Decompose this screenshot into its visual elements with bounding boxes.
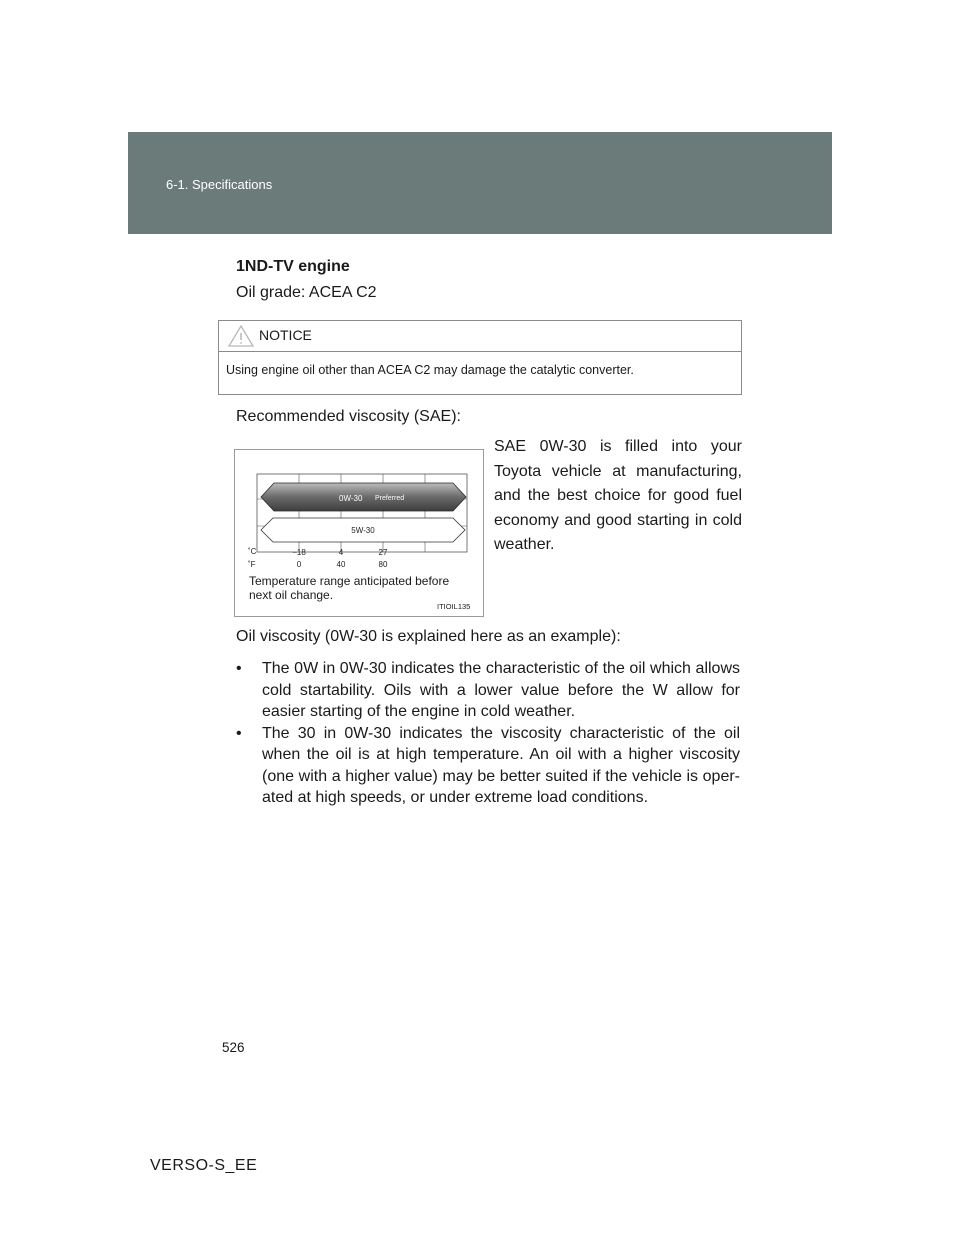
figure-caption-line-1: Temperature range anticipated before [249,574,450,588]
oil-grade: Oil grade: ACEA C2 [236,284,377,301]
fahrenheit-unit: ˚F [248,560,256,569]
celsius-unit: ˚C [248,547,257,556]
sae-description: SAE 0W-30 is filled into your Toyota vehicle at manufacturing, and the best choice for good fuel economy and good starting in cold weather. [494,438,742,553]
fahrenheit-tick: 40 [336,560,346,569]
bullet-list [236,658,740,809]
notice-text: Using engine oil other than ACEA C2 may damage the catalytic converter. [226,363,634,377]
footer-code: VERSO-S_EE [150,1157,258,1174]
viscosity-figure [234,449,484,617]
fahrenheit-tick: 0 [296,560,302,569]
preferred-tag-label: Preferred [375,495,405,502]
bullet-text: The 30 in 0W-30 indicates the viscosity characteristic of the oil when the oil is at high temperature. An oil with a higher viscosity (one with a higher value) may be better suited if the vehicle is oper-ated at high speeds, or under extreme load conditions. [262,724,740,806]
figure-caption-line-2: next oil change. [249,588,334,602]
preferred-grade-label: 0W-30 [339,494,363,503]
alternative-grade-label: 5W-30 [351,526,375,535]
celsius-tick: 4 [338,548,344,557]
celsius-tick: 27 [378,548,388,557]
figure-code: ITIOIL135 [437,602,471,611]
viscosity-explanation-intro: Oil viscosity (0W-30 is explained here as an example): [236,628,621,645]
bullet-mark: • [236,660,242,677]
header-band [128,132,832,234]
notice-header [219,321,741,352]
engine-subhead: 1ND-TV engine [236,258,350,275]
bullet-mark: • [236,724,242,742]
section-title: 6-1. Specifications [166,177,273,192]
list-item [236,723,740,809]
recommended-viscosity-label: Recommended viscosity (SAE): [236,408,461,425]
notice-box [218,320,742,395]
warning-triangle-icon [227,324,255,348]
list-item [236,658,740,723]
figure-caption [249,574,481,602]
notice-title: NOTICE [259,327,312,343]
page-number: 526 [222,1040,245,1055]
fahrenheit-tick: 80 [378,560,388,569]
bullet-text: The 0W in 0W-30 indicates the characteristic of the oil which allows cold startability. Oils with a lower value before the W allow for easier starting of the engine in cold weather. [262,660,740,720]
preferred-arrow [261,483,466,511]
celsius-tick: −18 [292,548,306,557]
